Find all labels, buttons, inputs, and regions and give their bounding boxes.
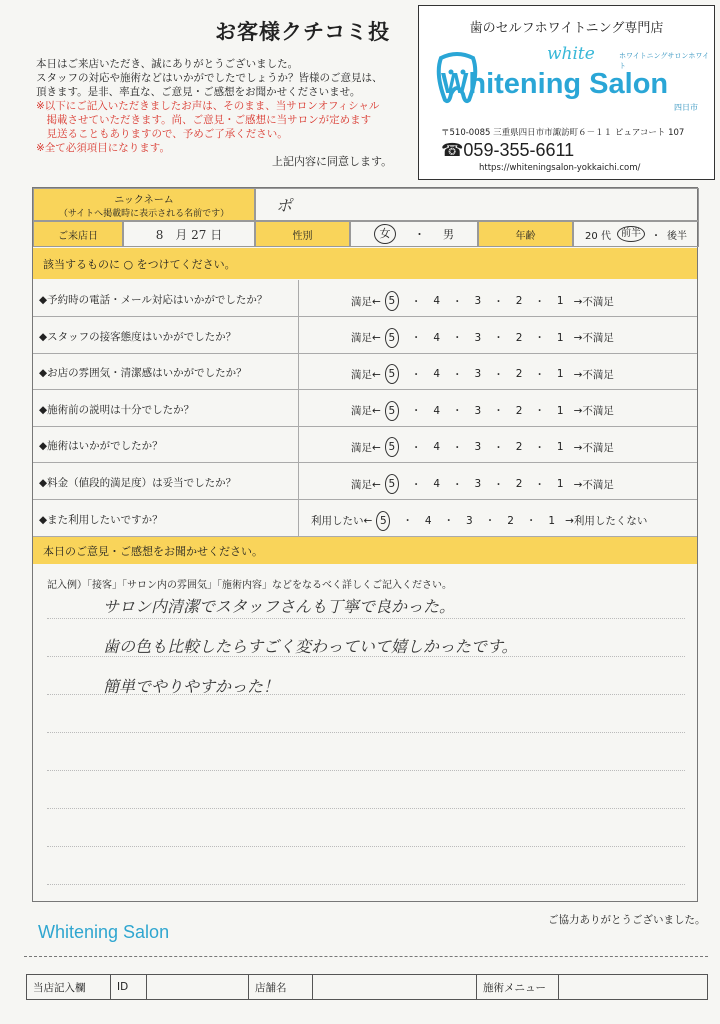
age-value: 20 代 xyxy=(585,230,611,242)
staff-label: 当店記入欄 xyxy=(27,975,111,999)
stamp-address: 〒510-0085 三重県四日市市諏訪町６－１１ ピュアコート 107 xyxy=(441,128,685,138)
scale-dot: ・ xyxy=(410,478,422,491)
stamp-url: https://whiteningsalon-yokkaichi.com/ xyxy=(479,163,641,173)
rating-option-3[interactable]: 3 xyxy=(466,514,473,527)
scale-dot: ・ xyxy=(484,515,496,528)
question-text: ◆また利用したいですか？ xyxy=(39,513,163,526)
staff-id-label: ID xyxy=(111,975,147,999)
question-row xyxy=(33,463,697,500)
rating-option-4[interactable]: 4 xyxy=(433,368,440,381)
age-label: 年齢 xyxy=(478,221,573,247)
rating-option-1[interactable]: 1 xyxy=(548,514,556,527)
rating-option-5[interactable]: 5 xyxy=(385,364,399,384)
intro-line: 頂きます。是非、率直な、ご意見・ご感想をお聞かせくださいませ。 xyxy=(36,86,361,98)
staff-id-field[interactable] xyxy=(147,975,249,999)
scale-dot: ・ xyxy=(452,295,463,308)
nickname-label-cell xyxy=(33,188,255,221)
rating-option-3[interactable]: 3 xyxy=(474,441,482,454)
survey-form xyxy=(32,187,698,902)
scale-right-label: →利用したくない xyxy=(565,515,648,528)
scale-dot: ・ xyxy=(410,368,422,381)
scale-dot: ・ xyxy=(452,441,463,454)
gender-female-option[interactable]: 女 xyxy=(374,224,396,244)
question-text: ◆予約時の電話・メール対応はいかがでしたか？ xyxy=(39,294,268,306)
scale-right-label: →不満足 xyxy=(573,368,614,381)
question-text: ◆料金（値段的満足度）は妥当でしたか？ xyxy=(39,477,237,489)
visit-date-field[interactable]: 8 月 27 日 xyxy=(123,221,255,247)
question-row xyxy=(33,317,697,354)
rating-option-4[interactable]: 4 xyxy=(433,331,440,344)
staff-store-label: 店舗名 xyxy=(249,975,313,999)
scale-left-label: 利用したい← xyxy=(311,515,373,528)
scale-dot: ・ xyxy=(410,441,422,454)
scale-dot: ・ xyxy=(452,478,463,491)
stamp-tel: ☎059-355-6611 xyxy=(441,140,575,160)
intro-line: スタッフの対応や施術などはいかがでしたでしょうか？皆様のご意見は、 xyxy=(36,72,383,84)
rating-option-1[interactable]: 1 xyxy=(556,295,564,307)
rating-option-2[interactable]: 2 xyxy=(515,478,523,490)
scale-dot: ・ xyxy=(493,441,504,454)
scale-dot: ・ xyxy=(493,368,504,381)
scale-dot: ・ xyxy=(493,332,504,345)
scale-dot: ・ xyxy=(534,295,545,308)
scale-dot: ・ xyxy=(525,515,537,528)
age-field[interactable] xyxy=(573,221,699,247)
staff-menu-label: 施術メニュー xyxy=(477,975,559,999)
scale-dot: ・ xyxy=(534,478,545,491)
rating-option-4[interactable]: 4 xyxy=(433,295,440,307)
stamp-city: 四日市 xyxy=(674,103,698,112)
notice-line: ※以下にご記入いただきましたお声は、そのまま、当サロンオフィシャル xyxy=(36,100,380,112)
scale-right-label: →不満足 xyxy=(573,295,614,308)
scale-dot: ・ xyxy=(493,295,504,308)
rating-option-4[interactable]: 4 xyxy=(433,404,440,417)
rating-option-1[interactable]: 1 xyxy=(556,404,564,417)
age-second-half-option[interactable]: 後半 xyxy=(666,230,687,242)
scale-dot: ・ xyxy=(534,368,545,381)
rating-option-3[interactable]: 3 xyxy=(474,478,482,490)
question-row xyxy=(33,353,697,390)
rating-scale[interactable] xyxy=(351,364,614,384)
rating-option-3[interactable]: 3 xyxy=(474,295,482,307)
stamp-logo: Whitening Salon xyxy=(441,68,669,100)
gender-male-option[interactable]: 男 xyxy=(443,228,454,241)
question-text: ◆施術はいかがでしたか？ xyxy=(39,440,163,453)
visit-date-label: ご来店日 xyxy=(33,221,123,247)
rating-option-3[interactable]: 3 xyxy=(474,368,482,381)
notice-line: ※全て必須項目になります。 xyxy=(36,142,170,154)
rating-option-5[interactable]: 5 xyxy=(376,511,390,531)
rating-option-3[interactable]: 3 xyxy=(474,331,482,344)
scale-dot: ・ xyxy=(534,441,545,454)
question-row xyxy=(33,500,697,537)
rating-option-1[interactable]: 1 xyxy=(556,331,564,344)
scale-dot: ・ xyxy=(534,405,545,418)
scale-dot: ・ xyxy=(410,332,422,345)
staff-use-table xyxy=(26,974,708,1000)
feedback-header: 本日のご意見・ご感想をお聞かせください。 xyxy=(33,537,697,564)
rating-option-5[interactable]: 5 xyxy=(385,401,399,421)
rating-scale[interactable] xyxy=(351,437,614,457)
footer-thanks: ご協力ありがとうございました。 xyxy=(548,914,706,926)
age-separator: ・ xyxy=(650,230,661,242)
rating-scale[interactable] xyxy=(351,328,614,348)
rating-option-4[interactable]: 4 xyxy=(433,441,440,454)
rating-option-1[interactable]: 1 xyxy=(556,478,564,490)
rating-option-2[interactable]: 2 xyxy=(515,331,523,344)
staff-store-field[interactable] xyxy=(313,975,477,999)
rating-scale[interactable] xyxy=(351,291,614,311)
footer-logo: Whitening Salon xyxy=(38,922,170,942)
notice-line: 掲載させていただきます。尚、ご意見・ご感想に当サロンが定めます xyxy=(36,114,372,126)
stamp-script: white xyxy=(547,44,595,64)
gender-separator: ・ xyxy=(414,228,425,241)
scale-left-label: 満足← xyxy=(351,441,381,454)
scale-dot: ・ xyxy=(452,405,463,418)
question-row xyxy=(33,426,697,463)
salon-stamp xyxy=(418,5,715,180)
question-row xyxy=(33,280,697,317)
scale-right-label: →不満足 xyxy=(573,441,614,454)
feedback-line: 簡単でやりやすかった！ xyxy=(103,677,280,696)
question-text: ◆施術前の説明は十分でしたか？ xyxy=(39,403,195,416)
rating-scale[interactable] xyxy=(311,511,647,531)
scale-dot: ・ xyxy=(443,515,454,528)
nickname-sublabel: （サイトへ掲載時に表示される名前です） xyxy=(58,208,230,219)
feedback-line: 歯の色も比較したらすごく変わっていて嬉しかったです。 xyxy=(103,637,518,656)
age-first-half-option[interactable]: 前半 xyxy=(617,226,645,242)
scale-right-label: →不満足 xyxy=(573,405,614,418)
notice-line: 見送ることもありますので、予めご了承ください。 xyxy=(36,128,288,140)
scale-dot: ・ xyxy=(452,332,463,345)
rating-option-3[interactable]: 3 xyxy=(474,404,482,417)
rating-option-4[interactable]: 4 xyxy=(424,514,432,527)
rating-scale[interactable] xyxy=(351,474,614,494)
scale-dot: ・ xyxy=(452,368,463,381)
scale-left-label: 満足← xyxy=(351,368,381,381)
instruction-band: 該当するものに ○ をつけてください。 xyxy=(33,248,697,279)
scale-dot: ・ xyxy=(493,478,504,491)
rating-option-1[interactable]: 1 xyxy=(556,368,564,381)
scale-right-label: →不満足 xyxy=(573,478,614,491)
rating-option-2[interactable]: 2 xyxy=(515,441,523,454)
rating-option-5[interactable]: 5 xyxy=(385,474,399,494)
scale-right-label: →不満足 xyxy=(573,332,614,345)
scale-left-label: 満足← xyxy=(351,478,381,491)
stamp-subtitle: ホワイトニングサロンホワイト xyxy=(619,52,710,70)
page-title: お客様クチコミ投 xyxy=(215,20,391,44)
feedback-line: サロン内清潔でスタッフさんも丁寧で良かった。 xyxy=(103,597,456,616)
rating-option-2[interactable]: 2 xyxy=(515,295,523,307)
scale-dot: ・ xyxy=(534,332,545,345)
question-row xyxy=(33,390,697,427)
agree-text: 上記内容に同意します。 xyxy=(272,155,393,168)
rating-option-5[interactable]: 5 xyxy=(385,291,399,311)
intro-text xyxy=(36,57,383,155)
nickname-label: ニックネーム xyxy=(114,194,174,206)
example-text: 記入例）「接客」「サロン内の雰囲気」「施術内容」などをなるべく詳しくご記入ください。 xyxy=(47,580,452,591)
rating-option-2[interactable]: 2 xyxy=(515,368,523,381)
cut-line xyxy=(24,956,708,957)
scale-dot: ・ xyxy=(402,515,413,528)
rating-scale[interactable] xyxy=(351,401,614,421)
scale-dot: ・ xyxy=(410,405,422,418)
gender-label: 性別 xyxy=(255,221,350,247)
scale-dot: ・ xyxy=(493,405,504,418)
scale-dot: ・ xyxy=(410,295,422,308)
rating-option-4[interactable]: 4 xyxy=(433,478,440,490)
rating-option-5[interactable]: 5 xyxy=(385,328,399,348)
scale-left-label: 満足← xyxy=(351,295,381,308)
rating-option-5[interactable]: 5 xyxy=(385,437,399,457)
rating-option-1[interactable]: 1 xyxy=(556,441,564,454)
intro-line: 本日はご来店いただき、誠にありがとうございました。 xyxy=(36,58,299,70)
staff-menu-field[interactable] xyxy=(559,975,707,999)
gender-field[interactable] xyxy=(350,221,478,247)
scale-left-label: 満足← xyxy=(351,405,381,418)
rating-option-2[interactable]: 2 xyxy=(515,404,523,417)
rating-option-2[interactable]: 2 xyxy=(507,514,514,527)
question-text: ◆スタッフの接客態度はいかがでしたか？ xyxy=(39,330,237,343)
scale-left-label: 満足← xyxy=(351,332,381,345)
stamp-tagline: 歯のセルフホワイトニング専門店 xyxy=(469,21,664,36)
nickname-field[interactable]: ポ xyxy=(255,188,699,221)
question-text: ◆お店の雰囲気・清潔感はいかがでしたか？ xyxy=(39,367,247,380)
